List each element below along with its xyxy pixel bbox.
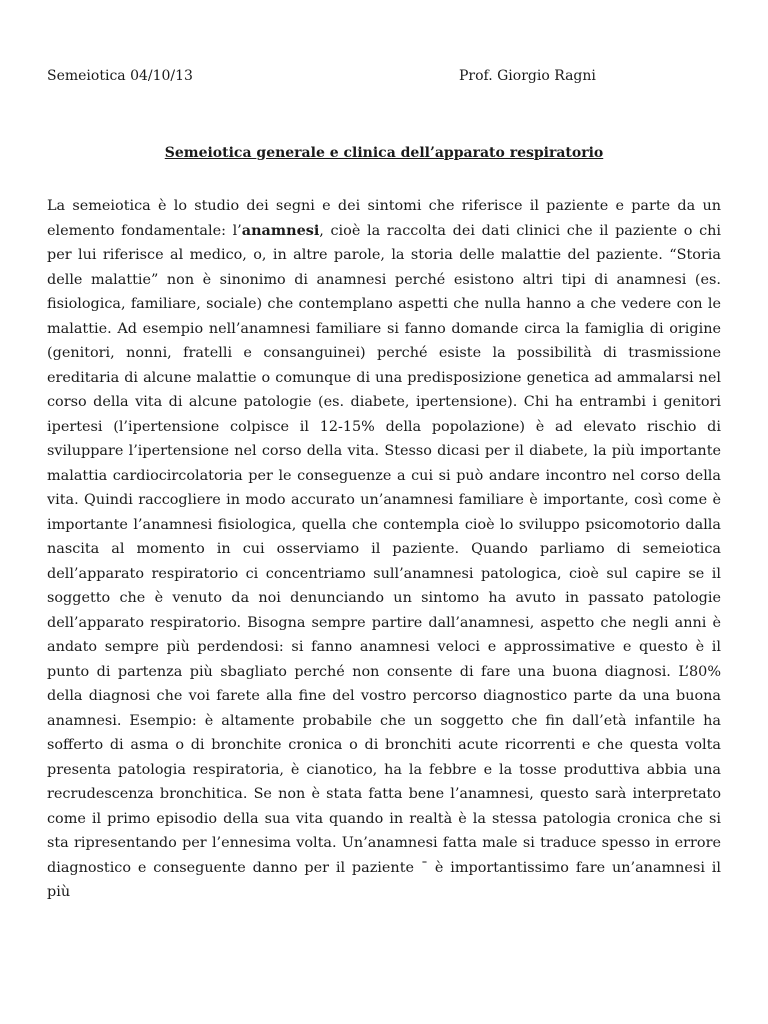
document-title: Semeiotica generale e clinica dell’apparato respiratorio (164, 145, 604, 161)
body-paragraph (47, 194, 721, 905)
body-bold-term: anamnesi (241, 221, 320, 239)
header-course-date: Semeiotica 04/10/13 (47, 68, 193, 84)
body-text-part1: La semeiotica è lo studio dei segni e dei sintomi che riferisce il paziente e parte da un elemento fondamentale: l’ (47, 198, 721, 239)
page-header (47, 68, 721, 88)
body-text-part2: , cioè la raccolta dei dati clinici che il paziente o chi per lui riferisce al medico, o, in altre parole, la storia delle malattie del paziente. “Storia delle malattie” non è sinonimo di anamnesi perché esistono altri tipi di anamnesi (es. fisiologica, familiare, sociale) che contemplano aspetti che nulla hanno a che vedere con le malattie. Ad esempio nell’anamnesi familiare si fanno domande circa la famiglia di origine (genitori, nonni, fratelli e consanguinei) perché esiste la possibilità di trasmissione ereditaria di alcune malattie o comunque di una predisposizione genetica ad ammalarsi nel corso della vita di alcune patologie (es. diabete, ipertensione). Chi ha entrambi i genitori ipertesi (l’ipertensione colpisce il 12-15% della popolazione) è ad elevato rischio di sviluppare l’ipertensione nel corso della vita. Stesso dicasi per il diabete, la più importante malattia cardiocircolatoria per le conseguenze a cui si può andare incontro nel corso della vita. Quindi raccogliere in modo accurato un’anamnesi familiare è importante, così come è importante l’anamnesi fisiologica, quella che contempla cioè lo sviluppo psicomotorio dalla nascita al momento in cui osserviamo il paziente. Quando parliamo di semeiotica dell’apparato respiratorio ci concentriamo sull’anamnesi patologica, cioè sul capire se il soggetto che è venuto da noi denunciando un sintomo ha avuto in passato patologie dell’apparato respiratorio. Bisogna sempre partire dall’anamnesi, aspetto che negli anni è andato sempre più perdendosi: si fanno anamnesi veloci e approssimative e questo è il punto di partenza più sbagliato perché non consente di fare una buona diagnosi. L’80% della diagnosi che voi farete alla fine del vostro percorso diagnostico parte da una buona anamnesi. Esempio: è altamente probabile che un soggetto che fin dall’età infantile ha sofferto di asma o di bronchite cronica o di bronchiti acute ricorrenti e che questa volta presenta patologia respiratoria, è cianotico, ha la febbre e la tosse produttiva abbia una recrudescenza bronchitica. Se non è stata fatta bene l’anamnesi, questo sarà interpretato come il primo episodio della sua vita quando in realtà è la stessa patologia cronica che si sta ripresentando per l’ennesima volta. Un’anamnesi fatta male si traduce spesso in errore diagnostico e conseguente danno per il paziente ¯ è importantissimo fare un’anamnesi il più (47, 222, 721, 900)
header-professor: Prof. Giorgio Ragni (459, 68, 596, 84)
